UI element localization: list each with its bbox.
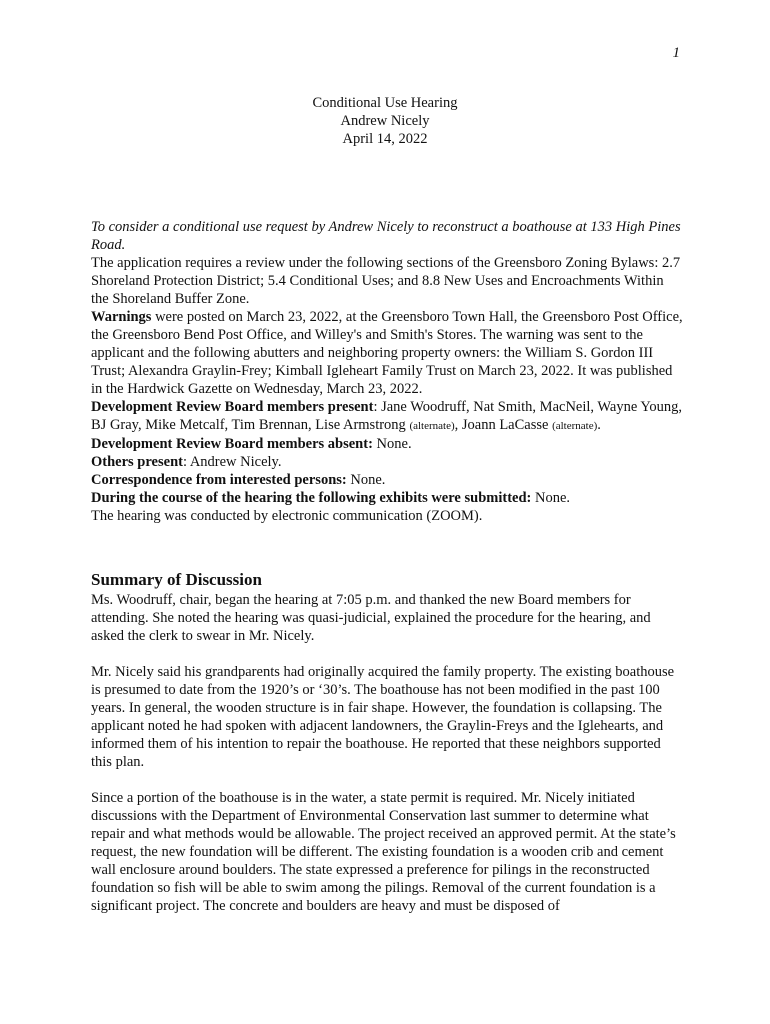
members-present-text: : Jane Woodruff, Nat Smith, MacNeil, Wayne Young, BJ Gray, Mike Metcalf, Tim Brennan, Lise Armstrong: [91, 399, 683, 433]
members-absent-paragraph: [91, 435, 683, 453]
members-present-text-2: , Joann LaCasse: [454, 417, 553, 433]
alternate-note: (alternate): [552, 420, 598, 432]
summary-heading: Summary of Discussion: [91, 570, 262, 589]
warnings-paragraph: [91, 308, 683, 398]
document-body: [91, 218, 683, 915]
others-present-label: Others present: [91, 454, 183, 470]
page-number: 1: [672, 45, 680, 61]
warnings-text: were posted on March 23, 2022, at the Greensboro Town Hall, the Greensboro Post Office, the Greensboro Bend Post Office, and Willey's and Smith's Stores. The warning was sent to the applicant and the following abutters and neighboring property owners: the William S. Gordon III Trust; Alexandra Graylin-Frey; Kimball Igleheart Family Trust on March 23, 2022. It was published in the Hardwick Gazette on Wednesday, March 23, 2022.: [91, 309, 683, 397]
members-absent-text: None.: [372, 436, 412, 452]
others-present-text: : Andrew Nicely.: [182, 454, 282, 470]
summary-paragraph: Since a portion of the boathouse is in the water, a state permit is required. Mr. Nicely initiated discussions with the Department of Environmental Conservation last summer to determine what repair and what methods would be allowable. The project received an approved permit. At the state’s request, the new foundation will be different. The existing foundation is a wooden crib and cement wall enclosure around boulders. The state expressed a preference for pilings in the reconstructed foundation so fish will be able to swim among the pilings. Removal of the current foundation is a significant project. The concrete and boulders are heavy and must be disposed of: [91, 790, 676, 914]
intro-statement: To consider a conditional use request by Andrew Nicely to reconstruct a boathouse at 133 High Pines Road.: [91, 219, 681, 253]
summary-paragraph: Ms. Woodruff, chair, began the hearing at 7:05 p.m. and thanked the new Board members for attending. She noted the hearing was quasi-judicial, explained the procedure for the hearing, and asked the clerk to swear in Mr. Nicely.: [91, 592, 651, 644]
members-present-paragraph: [91, 398, 683, 435]
correspondence-text: None.: [346, 472, 386, 488]
alternate-note: (alternate): [409, 420, 455, 432]
members-present-label: Development Review Board members present: [91, 399, 374, 415]
header-date: April 14, 2022: [342, 131, 428, 147]
electronic-paragraph: The hearing was conducted by electronic communication (ZOOM).: [91, 508, 483, 524]
exhibits-paragraph: [91, 489, 683, 507]
exhibits-label: During the course of the hearing the following exhibits were submitted:: [91, 490, 532, 506]
correspondence-paragraph: [91, 471, 683, 489]
summary-paragraph: Mr. Nicely said his grandparents had originally acquired the family property. The existing boathouse is presumed to date from the 1920’s or ‘30’s. The boathouse has not been modified in the past 100 years. In general, the wooden structure is in fair shape. However, the foundation is collapsing. The applicant noted he had spoken with adjacent landowners, the Graylin-Freys and the Iglehearts, and informed them of his intention to repair the boathouse. He reported that these neighbors supported this plan.: [91, 664, 675, 770]
members-present-text-3: .: [597, 417, 601, 433]
header-title: Conditional Use Hearing: [312, 95, 458, 111]
others-present-paragraph: [91, 453, 683, 471]
warnings-label: Warnings: [91, 309, 152, 325]
application-paragraph: The application requires a review under the following sections of the Greensboro Zoning Bylaws: 2.7 Shoreland Protection District; 5.4 Conditional Uses; and 8.8 New Uses and Encroachments Within the Shoreland Buffer Zone.: [91, 255, 681, 307]
members-absent-label: Development Review Board members absent:: [91, 436, 373, 452]
correspondence-label: Correspondence from interested persons:: [91, 472, 347, 488]
exhibits-text: None.: [531, 490, 571, 506]
document-header: [0, 94, 770, 148]
header-applicant: Andrew Nicely: [340, 113, 430, 129]
